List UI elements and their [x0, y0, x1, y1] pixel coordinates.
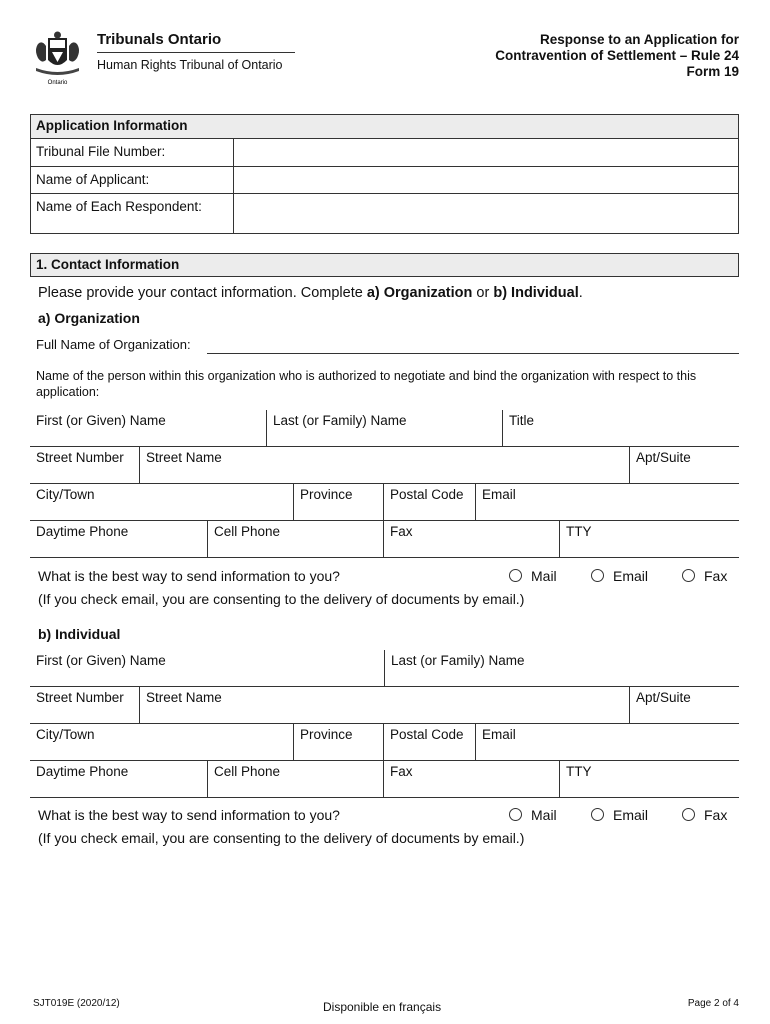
org-postal-field[interactable]	[383, 484, 475, 521]
org-name: Tribunals Ontario	[97, 31, 295, 53]
radio-circle-icon	[591, 808, 604, 821]
org-first-name-field[interactable]	[30, 410, 266, 447]
ind-tty-field[interactable]	[559, 761, 739, 798]
email-label: Email	[482, 487, 516, 502]
tty-label: TTY	[566, 764, 592, 779]
ontario-coat-of-arms-logo	[30, 30, 85, 86]
ind-city-field[interactable]	[30, 724, 293, 761]
fax-label: Fax	[390, 764, 413, 779]
apt-suite-label: Apt/Suite	[636, 450, 691, 465]
ind-province-field[interactable]	[293, 724, 383, 761]
ind-address-row	[30, 687, 739, 724]
respondent-row	[31, 194, 738, 233]
city-label: City/Town	[36, 487, 95, 502]
org-email-field[interactable]	[475, 484, 739, 521]
ind-last-name-label: Last (or Family) Name	[391, 653, 525, 668]
radio-circle-icon	[509, 808, 522, 821]
ind-radio-email[interactable]	[591, 807, 648, 823]
org-tty-field[interactable]	[559, 521, 739, 558]
org-radio-fax[interactable]	[682, 568, 727, 584]
form-title	[495, 32, 739, 80]
province-label: Province	[300, 727, 353, 742]
daytime-phone-label: Daytime Phone	[36, 524, 129, 539]
org-person-note: Name of the person within this organization who is authorized to negotiate and bind the organization with respect to this application:	[36, 369, 697, 399]
radio-circle-icon	[682, 569, 695, 582]
province-label: Province	[300, 487, 353, 502]
org-title-label: Title	[509, 413, 535, 428]
daytime-phone-label: Daytime Phone	[36, 764, 129, 779]
radio-email-label: Email	[613, 807, 649, 823]
cell-phone-label: Cell Phone	[214, 524, 281, 539]
intro-text: Please provide your contact information. Complete	[38, 285, 367, 301]
org-daytime-phone-field[interactable]	[30, 521, 207, 558]
cell-phone-label: Cell Phone	[214, 764, 281, 779]
ind-best-way-question: What is the best way to send information to you?	[38, 807, 340, 823]
org-last-name-field[interactable]	[266, 410, 502, 447]
postal-code-label: Postal Code	[390, 487, 464, 502]
org-fax-field[interactable]	[383, 521, 559, 558]
org-province-field[interactable]	[293, 484, 383, 521]
radio-circle-icon	[509, 569, 522, 582]
org-street-name-field[interactable]	[139, 447, 629, 484]
ind-street-name-field[interactable]	[139, 687, 629, 724]
individual-heading: b) Individual	[38, 626, 121, 642]
radio-mail-label: Mail	[531, 807, 557, 823]
street-number-label: Street Number	[36, 450, 124, 465]
org-radio-email[interactable]	[591, 568, 648, 584]
respondent-label: Name of Each Respondent:	[31, 194, 234, 233]
form-title-line-1: Response to an Application for	[539, 32, 739, 47]
file-number-field[interactable]	[234, 139, 738, 166]
ind-radio-fax[interactable]	[682, 807, 727, 823]
ind-street-number-field[interactable]	[30, 687, 139, 724]
contact-info-heading: 1. Contact Information	[30, 253, 739, 277]
ind-email-consent: (If you check email, you are consenting to the delivery of documents by email.)	[38, 830, 525, 846]
street-name-label: Street Name	[146, 690, 222, 705]
apt-suite-label: Apt/Suite	[636, 690, 691, 705]
footer-form-code: SJT019E (2020/12)	[33, 998, 120, 1009]
ind-first-name-label: First (or Given) Name	[36, 653, 166, 668]
brand-block	[97, 31, 295, 72]
form-title-line-2: Contravention of Settlement – Rule 24	[495, 48, 739, 63]
org-full-name-field[interactable]	[207, 353, 739, 354]
ind-cell-phone-field[interactable]	[207, 761, 383, 798]
org-radio-mail[interactable]	[509, 568, 557, 584]
application-info-table	[30, 114, 739, 234]
application-info-heading: Application Information	[31, 115, 738, 139]
ind-name-row	[30, 650, 739, 687]
ind-fax-field[interactable]	[383, 761, 559, 798]
org-city-field[interactable]	[30, 484, 293, 521]
file-number-row	[31, 139, 738, 167]
intro-or: or	[472, 285, 494, 301]
ind-daytime-phone-field[interactable]	[30, 761, 207, 798]
city-label: City/Town	[36, 727, 95, 742]
applicant-field[interactable]	[234, 167, 738, 193]
tribunal-name: Human Rights Tribunal of Ontario	[97, 58, 283, 72]
applicant-label: Name of Applicant:	[31, 167, 234, 193]
org-phone-row	[30, 521, 739, 558]
radio-circle-icon	[682, 808, 695, 821]
ind-city-row	[30, 724, 739, 761]
street-number-label: Street Number	[36, 690, 124, 705]
ind-radio-mail[interactable]	[509, 807, 557, 823]
radio-fax-label: Fax	[704, 807, 728, 823]
postal-code-label: Postal Code	[390, 727, 464, 742]
street-name-label: Street Name	[146, 450, 222, 465]
email-label: Email	[482, 727, 516, 742]
footer-page: Page 2 of 4	[687, 998, 739, 1009]
radio-email-label: Email	[613, 568, 649, 584]
org-person-row	[30, 410, 739, 447]
ind-postal-field[interactable]	[383, 724, 475, 761]
intro-period: .	[578, 285, 583, 301]
org-email-consent: (If you check email, you are consenting to the delivery of documents by email.)	[38, 591, 525, 607]
org-full-name-label: Full Name of Organization:	[36, 337, 191, 352]
ind-last-name-field[interactable]	[384, 650, 739, 687]
org-last-name-label: Last (or Family) Name	[273, 413, 407, 428]
ind-phone-row	[30, 761, 739, 798]
ind-apt-field[interactable]	[629, 687, 739, 724]
logo-caption: Ontario	[47, 80, 68, 86]
radio-fax-label: Fax	[704, 568, 728, 584]
form-number: Form 19	[686, 64, 739, 79]
org-best-way-question: What is the best way to send information to you?	[38, 568, 340, 584]
org-city-row	[30, 484, 739, 521]
footer-french: Disponible en français	[323, 1000, 442, 1014]
org-title-field[interactable]	[502, 410, 739, 447]
file-number-label: Tribunal File Number:	[31, 139, 234, 166]
org-apt-field[interactable]	[629, 447, 739, 484]
tty-label: TTY	[566, 524, 592, 539]
ind-first-name-field[interactable]	[30, 650, 384, 687]
org-address-row	[30, 447, 739, 484]
org-first-name-label: First (or Given) Name	[36, 413, 166, 428]
org-street-number-field[interactable]	[30, 447, 139, 484]
ind-email-field[interactable]	[475, 724, 739, 761]
fax-label: Fax	[390, 524, 413, 539]
intro-org: a) Organization	[366, 285, 473, 301]
radio-circle-icon	[591, 569, 604, 582]
org-cell-phone-field[interactable]	[207, 521, 383, 558]
applicant-row	[31, 167, 738, 194]
intro-individual: b) Individual	[493, 285, 579, 301]
org-heading: a) Organization	[38, 310, 140, 326]
contact-intro	[38, 285, 583, 301]
radio-mail-label: Mail	[531, 568, 557, 584]
respondent-field[interactable]	[234, 194, 738, 233]
